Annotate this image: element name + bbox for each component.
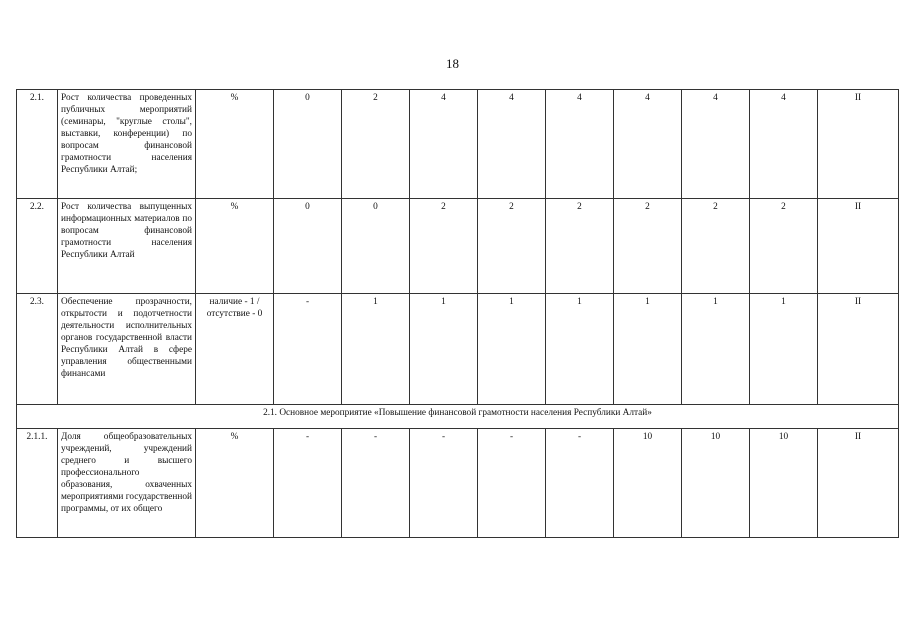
value-cell: 2 (478, 199, 546, 294)
stage-cell: II (818, 294, 899, 405)
value-cell: - (410, 429, 478, 538)
value-cell: 10 (750, 429, 818, 538)
value-cell: 1 (682, 294, 750, 405)
value-cell: 10 (614, 429, 682, 538)
value-cell: 2 (546, 199, 614, 294)
table-row (17, 294, 899, 405)
value-cell: 2 (682, 199, 750, 294)
value-cell: 4 (614, 90, 682, 199)
page-number: 18 (446, 56, 459, 71)
value-cell: - (274, 429, 342, 538)
table-body (17, 90, 899, 538)
value-cell: 1 (410, 294, 478, 405)
value-cell: 1 (546, 294, 614, 405)
indicator-description: Рост количества выпущенных информационных материалов по вопросам финансовой грамотности населения Республики Алтай (58, 199, 196, 294)
value-cell: 2 (750, 199, 818, 294)
unit-cell: % (196, 90, 274, 199)
section-title: 2.1. Основное мероприятие «Повышение финансовой грамотности населения Республики Алтай» (17, 405, 899, 429)
row-number: 2.1. (17, 90, 58, 199)
value-cell: - (546, 429, 614, 538)
value-cell: 2 (342, 90, 410, 199)
value-cell: 4 (478, 90, 546, 199)
table-row (17, 90, 899, 199)
value-cell: - (478, 429, 546, 538)
unit-cell: % (196, 199, 274, 294)
row-number: 2.1.1. (17, 429, 58, 538)
indicators-table (16, 89, 899, 538)
value-cell: 4 (546, 90, 614, 199)
stage-cell: II (818, 199, 899, 294)
unit-cell: наличие - 1 / отсутствие - 0 (196, 294, 274, 405)
value-cell: 0 (342, 199, 410, 294)
stage-cell: II (818, 90, 899, 199)
value-cell: 0 (274, 90, 342, 199)
indicator-description: Доля общеобразовательных учреждений, учреждений среднего и высшего профессионального образования, охваченных мероприятиями государственной программы, от их общего (58, 429, 196, 538)
value-cell: 2 (614, 199, 682, 294)
value-cell: - (342, 429, 410, 538)
value-cell: 4 (410, 90, 478, 199)
unit-cell: % (196, 429, 274, 538)
table-row (17, 199, 899, 294)
value-cell: 4 (750, 90, 818, 199)
value-cell: 0 (274, 199, 342, 294)
value-cell: 1 (342, 294, 410, 405)
row-number: 2.3. (17, 294, 58, 405)
indicator-description: Рост количества проведенных публичных мероприятий (семинары, "круглые столы", выставки, конференции) по вопросам финансовой грамотности населения Республики Алтай; (58, 90, 196, 199)
stage-cell: II (818, 429, 899, 538)
value-cell: 10 (682, 429, 750, 538)
table-row (17, 429, 899, 538)
row-number: 2.2. (17, 199, 58, 294)
value-cell: 4 (682, 90, 750, 199)
section-row (17, 405, 899, 429)
value-cell: 1 (750, 294, 818, 405)
value-cell: 2 (410, 199, 478, 294)
indicator-description: Обеспечение прозрачности, открытости и подотчетности деятельности исполнительных органов государственной власти Республики Алтай в сфере управления общественными финансами (58, 294, 196, 405)
value-cell: 1 (478, 294, 546, 405)
value-cell: - (274, 294, 342, 405)
value-cell: 1 (614, 294, 682, 405)
